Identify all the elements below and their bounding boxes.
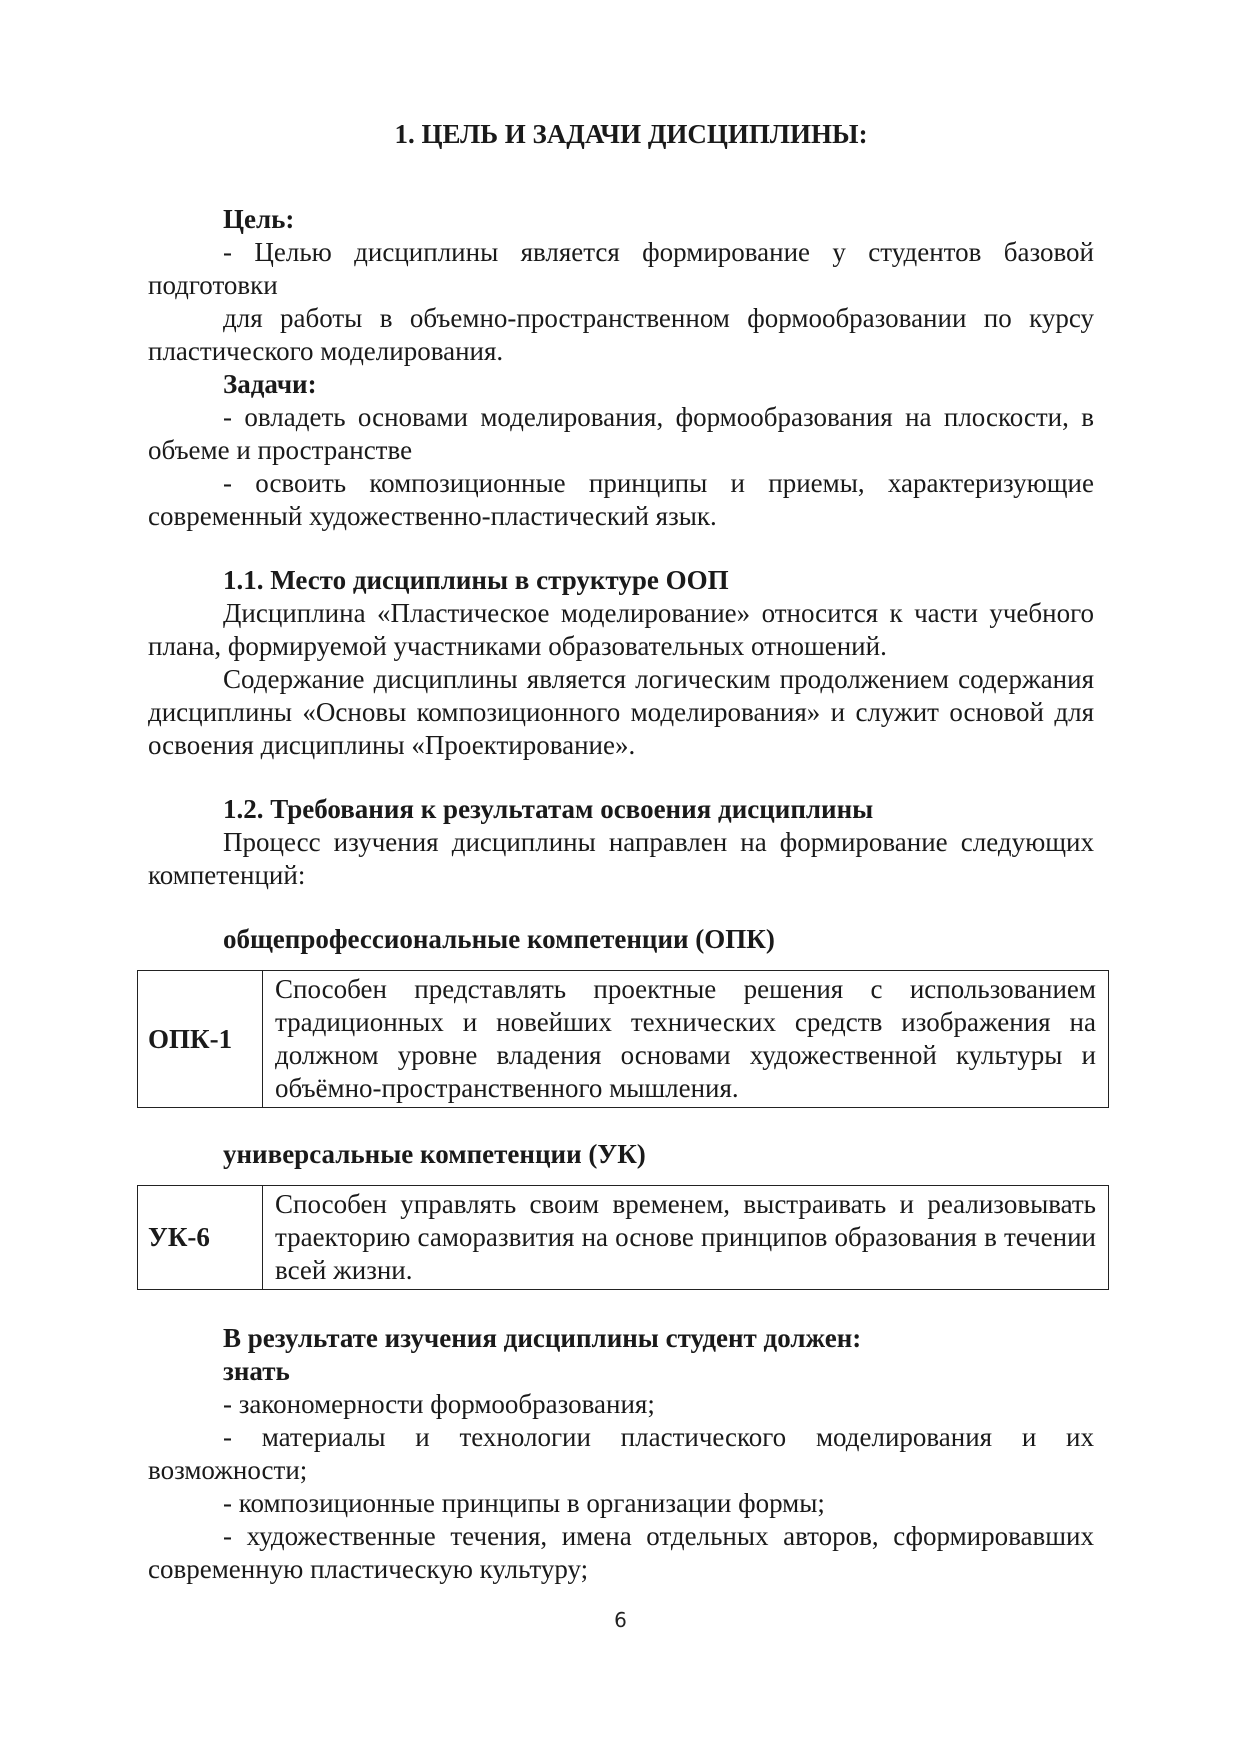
goal-line-1: - Целью дисциплины является формирование у студентов базовой подготовки [148, 237, 1094, 300]
list-item: - художественные течения, имена отдельных авторов, сформировавших современную пластическую культуру; [148, 1521, 1094, 1584]
document-page [148, 118, 1094, 1586]
opk-heading: общепрофессиональные компетенции (ОПК) [223, 924, 775, 954]
task-item: - освоить композиционные принципы и приемы, характеризующие современный художественно-пластический язык. [148, 468, 1094, 531]
table-row [138, 971, 1109, 1108]
list-item: - композиционные принципы в организации формы; [223, 1488, 825, 1518]
list-item: - закономерности формообразования; [223, 1389, 655, 1419]
uk-table [137, 1185, 1109, 1290]
paragraph: Дисциплина «Пластическое моделирование» относится к части учебного плана, формируемой участниками образовательных отношений. [148, 598, 1094, 661]
section-heading: 1. ЦЕЛЬ И ЗАДАЧИ ДИСЦИПЛИНЫ: [394, 119, 868, 149]
paragraph: Содержание дисциплины является логическим продолжением содержания дисциплины «Основы композиционного моделирования» и служит основой для освоения дисциплины «Проектирование». [148, 664, 1094, 760]
goal-label: Цель: [223, 204, 295, 234]
page-number: 6 [614, 1608, 627, 1632]
competency-description: Способен управлять своим временем, выстраивать и реализовывать траекторию саморазвития на основе принципов образования в течении всей жизни. [263, 1186, 1109, 1290]
know-label: знать [223, 1356, 290, 1386]
paragraph: Процесс изучения дисциплины направлен на формирование следующих компетенций: [148, 827, 1094, 890]
competency-code: УК-6 [138, 1186, 263, 1290]
goal-line-2: для работы в объемно-пространственном формообразовании по курсу пластического моделирования. [148, 303, 1094, 366]
uk-heading: универсальные компетенции (УК) [223, 1139, 646, 1169]
results-heading: В результате изучения дисциплины студент должен: [223, 1323, 862, 1353]
list-item: - материалы и технологии пластического моделирования и их возможности; [148, 1422, 1094, 1485]
competency-code: ОПК-1 [138, 971, 263, 1108]
subsection-title-1-2: 1.2. Требования к результатам освоения дисциплины [223, 794, 874, 824]
table-row [138, 1186, 1109, 1290]
task-item: - овладеть основами моделирования, формообразования на плоскости, в объеме и пространстве [148, 402, 1094, 465]
competency-description: Способен представлять проектные решения с использованием традиционных и новейших технических средств изображения на должном уровне владения основами художественной культуры и объёмно-пространственного мышления. [263, 971, 1109, 1108]
subsection-title-1-1: 1.1. Место дисциплины в структуре ООП [223, 565, 729, 595]
tasks-label: Задачи: [223, 369, 317, 399]
opk-table [137, 970, 1109, 1108]
